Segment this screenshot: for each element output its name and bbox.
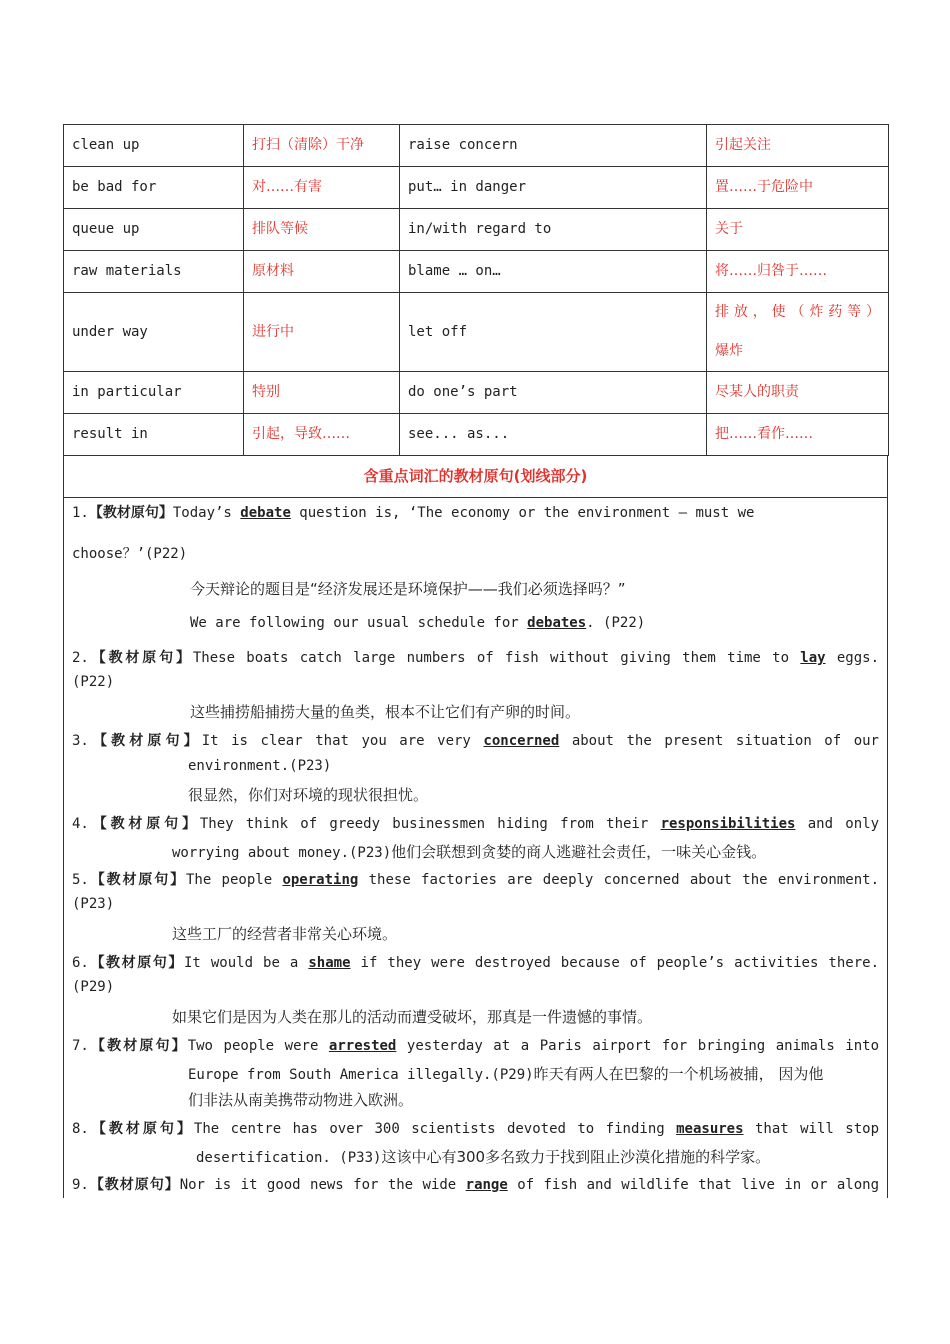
sentence-1-line-1: 1.【教材原句】Today’s debate question is, ‘The economy or the environment — must we (72, 505, 755, 521)
phrase-english: in particular (64, 372, 244, 414)
phrase-chinese: 把……看作…… (707, 414, 889, 456)
sentence-1-translation: 今天辩论的题目是“经济发展还是环境保护——我们必须选择吗？” (190, 580, 626, 598)
phrase-chinese: 特别 (244, 372, 400, 414)
sentence-4-line-1: 4.【教材原句】They think of greedy businessmen hiding from their responsibilities and only (72, 816, 880, 832)
sentence-1-line-2: choose？’(P22) (72, 546, 188, 562)
sentence-2-translation: 这些捕捞船捕捞大量的鱼类，根本不让它们有产卵的时间。 (190, 703, 581, 721)
key-word: arrested (328, 1038, 397, 1054)
vocabulary-table (63, 124, 889, 456)
sentence-5-line-2: (P23) (72, 896, 115, 912)
phrase-english: raise concern (400, 125, 707, 167)
sentence-7-line-1: 7.【教材原句】Two people were arrested yesterday at a Paris airport for bringing animals into (72, 1038, 880, 1054)
phrase-english: be bad for (64, 167, 244, 209)
phrase-chinese: 进行中 (244, 293, 400, 372)
document-sheet (63, 124, 888, 1198)
phrase-english: see... as... (400, 414, 707, 456)
sentence-6-line-2: (P29) (72, 979, 115, 995)
sentence-6-line-1: 6.【教材原句】It would be a shame if they were destroyed because of people’s activities there. (72, 955, 879, 971)
sentence-3-line-1: 3.【教材原句】It is clear that you are very concerned about the present situation of our (72, 733, 879, 749)
phrase-english: queue up (64, 209, 244, 251)
sentence-7-line-2: Europe from South America illegally.(P29)昨天有两人在巴黎的一个机场被捕， 因为他 (188, 1065, 824, 1083)
section-title: 含重点词汇的教材原句(划线部分) (63, 456, 888, 498)
vocab-row (64, 209, 889, 251)
phrase-chinese: 打扫（清除）干净 (244, 125, 400, 167)
vocab-row (64, 293, 889, 372)
key-word: debate (240, 505, 291, 521)
phrase-chinese: 将……归咎于…… (707, 251, 889, 293)
phrase-english: let off (400, 293, 707, 372)
sentence-4-line-2: worrying about money.(P23)他们会联想到贪婪的商人逃避社会责任，一味关心金钱。 (172, 843, 767, 861)
phrase-english: under way (64, 293, 244, 372)
key-word: range (465, 1177, 508, 1193)
sentence-5-line-1: 5.【教材原句】The people operating these factories are deeply concerned about the environment. (72, 872, 879, 888)
phrase-english: result in (64, 414, 244, 456)
vocab-row (64, 414, 889, 456)
phrase-english: clean up (64, 125, 244, 167)
phrase-chinese: 排队等候 (244, 209, 400, 251)
phrase-chinese: 引起，导致…… (244, 414, 400, 456)
phrase-english: put… in danger (400, 167, 707, 209)
vocab-row (64, 167, 889, 209)
phrase-english: raw materials (64, 251, 244, 293)
phrase-chinese-line: 排放，使（炸药等） (715, 304, 880, 320)
vocab-row (64, 125, 889, 167)
sentence-3-translation: 很显然，你们对环境的现状很担忧。 (188, 786, 429, 804)
sentence-7-line-3: 们非法从南美携带动物进入欧洲。 (188, 1091, 414, 1109)
textbook-sentences (63, 498, 888, 1198)
phrase-chinese (707, 293, 889, 372)
phrase-chinese: 引起关注 (707, 125, 889, 167)
phrase-english: do one’s part (400, 372, 707, 414)
phrase-english: blame … on… (400, 251, 707, 293)
phrase-english: in/with regard to (400, 209, 707, 251)
vocab-row (64, 251, 889, 293)
key-word: debates (527, 615, 587, 631)
sentence-9-line-1: 9.【教材原句】Nor is it good news for the wide range of fish and wildlife that live in or along (72, 1177, 880, 1193)
phrase-chinese: 尽某人的职责 (707, 372, 889, 414)
key-word: measures (676, 1121, 744, 1137)
phrase-chinese: 关于 (707, 209, 889, 251)
sentence-2-line-2: (P22) (72, 674, 115, 690)
phrase-chinese: 对……有害 (244, 167, 400, 209)
key-word: concerned (483, 733, 560, 749)
sentence-8-line-2: desertification. (P33)这该中心有300多名致力于找到阻止沙漠化措施的科学家。 (196, 1148, 771, 1166)
sentence-6-translation: 如果它们是因为人类在那儿的活动而遭受破坏，那真是一件遗憾的事情。 (172, 1008, 653, 1026)
sentence-2-line-1: 2.【教材原句】These boats catch large numbers of fish without giving them time to lay eggs. (72, 650, 880, 666)
vocab-row (64, 372, 889, 414)
key-word: shame (308, 955, 351, 971)
sentence-1-example: We are following our usual schedule for debates. (P22) (190, 615, 646, 631)
sentence-8-line-1: 8.【教材原句】The centre has over 300 scientists devoted to finding measures that will stop (72, 1121, 879, 1137)
phrase-chinese: 置……于危险中 (707, 167, 889, 209)
key-word: responsibilities (660, 816, 796, 832)
sentence-5-translation: 这些工厂的经营者非常关心环境。 (172, 925, 398, 943)
key-word: operating (282, 872, 359, 888)
phrase-chinese: 原材料 (244, 251, 400, 293)
key-word: lay (800, 650, 826, 666)
phrase-chinese-line: 爆炸 (715, 343, 743, 359)
sentence-3-line-2: environment.(P23) (188, 758, 332, 774)
